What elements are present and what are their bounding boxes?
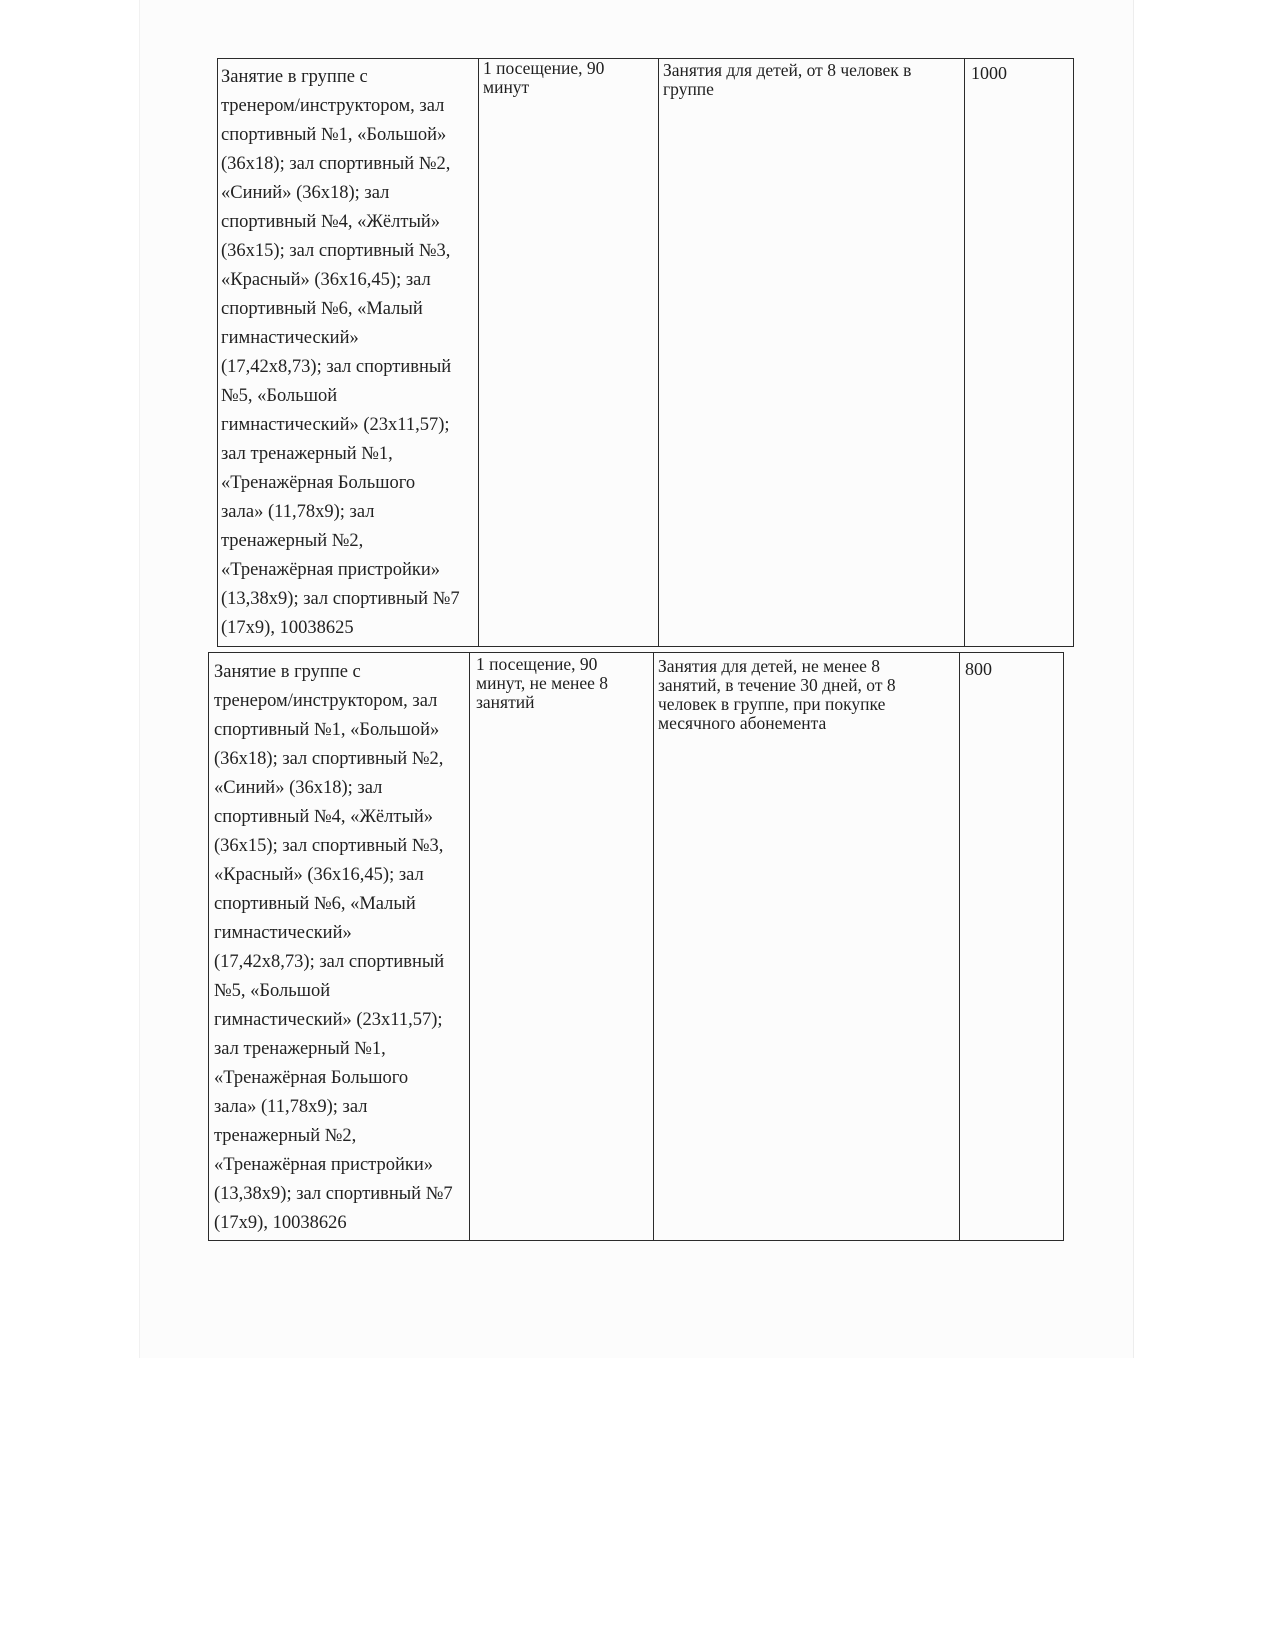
description-cell: [659, 59, 965, 646]
service-name: Занятие в группе с тренером/инструктором, зал спортивный №1, «Большой» (36x18); зал спортивный №2, «Синий» (36x18); зал спортивный №4, «Жёлтый» (36x15); зал спортивный №3, «Красный» (36x16,45); зал спортивный №6, «Малый гимнастический» (17,42x8,73); зал спортивный №5, «Большой гимнастический» (23x11,57); зал тренажерный №1, «Тренажёрная Большого зала» (11,78x9); зал тренажерный №2, «Тренажёрная пристройки» (13,38x9); зал спортивный №7 (17x9), 10038626: [214, 662, 453, 1233]
price: 800: [965, 659, 992, 679]
description: Занятия для детей, от 8 человек в группе: [663, 60, 912, 99]
duration-cell: [479, 59, 659, 646]
duration: 1 посещение, 90 минут, не менее 8 занятий: [476, 654, 609, 712]
table-row: [208, 652, 1064, 1241]
service-name: Занятие в группе с тренером/инструктором, зал спортивный №1, «Большой» (36x18); зал спортивный №2, «Синий» (36x18); зал спортивный №4, «Жёлтый» (36x15); зал спортивный №3, «Красный» (36x16,45); зал спортивный №6, «Малый гимнастический» (17,42x8,73); зал спортивный №5, «Большой гимнастический» (23x11,57); зал тренажерный №1, «Тренажёрная Большого зала» (11,78x9); зал тренажерный №2, «Тренажёрная пристройки» (13,38x9); зал спортивный №7 (17x9), 10038625: [221, 67, 460, 638]
duration-cell: [470, 653, 654, 1240]
description: Занятия для детей, не менее 8 занятий, в течение 30 дней, от 8 человек в группе, при покупке месячного абонемента: [658, 656, 896, 733]
service-name-cell: [209, 653, 470, 1240]
description-cell: [654, 653, 960, 1240]
duration: 1 посещение, 90 минут: [483, 59, 605, 97]
service-name-cell: [218, 59, 479, 646]
price-cell: [960, 653, 1063, 1240]
price-cell: [965, 59, 1073, 646]
price: 1000: [971, 63, 1007, 83]
table-row: [217, 58, 1074, 647]
